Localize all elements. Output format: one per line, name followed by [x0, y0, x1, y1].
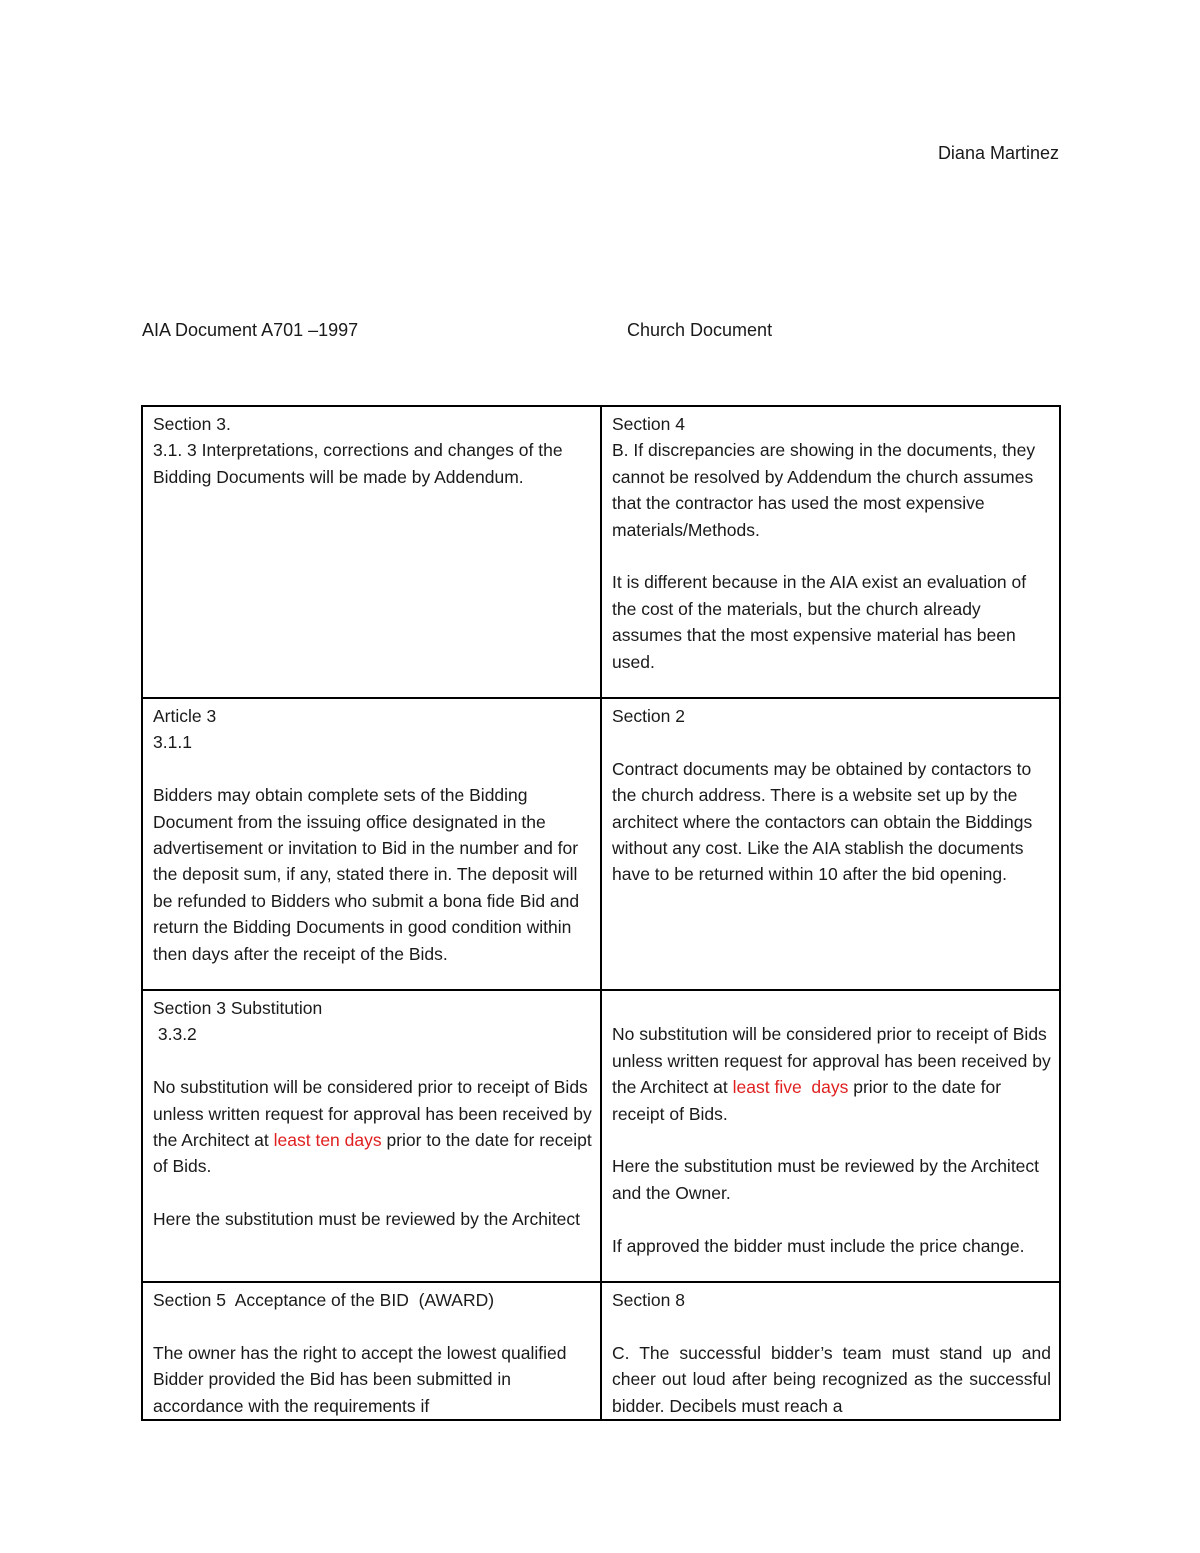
- table-row: [142, 406, 1060, 698]
- section-title: Section 8: [612, 1290, 685, 1310]
- aia-cell: [142, 406, 601, 698]
- section-text: Bidders may obtain complete sets of the Bidding Document from the issuing office designated in the advertisement or invitation to Bid in the number and for the deposit sum, if any, stated there in. The deposit will be refunded to Bidders who submit a bona fide Bid and return the Bidding Documents in good condition within then days after the receipt of the Bids.: [153, 785, 580, 964]
- aia-cell: [142, 990, 601, 1282]
- aia-cell: [142, 1282, 601, 1420]
- section-text: B. If discrepancies are showing in the documents, they cannot be resolved by Addendum the church assumes that the contractor has used the most expensive materials/Methods.: [612, 440, 1036, 540]
- author-name: Diana Martinez: [937, 143, 1059, 163]
- section-text: No substitution will be considered prior to receipt of Bids unless written request for approval has been received by the Architect at least ten days prior to the date for receipt of Bids.: [153, 1077, 592, 1177]
- section-title: Section 3 Substitution: [153, 998, 323, 1018]
- highlighted-term: least five days: [732, 1077, 849, 1098]
- church-cell: [601, 1282, 1060, 1420]
- section-text: The owner has the right to accept the lowest qualified Bidder provided the Bid has been submitted in accordance with the requirements if: [153, 1342, 567, 1416]
- church-cell: [601, 406, 1060, 698]
- column-header-aia: AIA Document A701 –1997: [142, 320, 359, 340]
- column-header-church: Church Document: [627, 320, 773, 340]
- section-title: Section 5 Acceptance of the BID (AWARD): [153, 1290, 495, 1310]
- highlighted-term: least ten days: [273, 1130, 382, 1151]
- comparison-table: [141, 405, 1061, 1421]
- section-number: 3.3.2: [153, 1024, 197, 1045]
- section-text: C. The successful bidder’s team must stand up and cheer out loud after being recognized as the successful bidder. Decibels must reach a: [612, 1342, 1051, 1416]
- section-number: 3.1.1: [153, 732, 192, 753]
- comparison-note: If approved the bidder must include the price change.: [612, 1235, 1025, 1256]
- section-text: No substitution will be considered prior to receipt of Bids unless written request for approval has been received by the Architect at least five days prior to the date for receipt of Bids.: [612, 1024, 1051, 1124]
- table-row: [142, 990, 1060, 1282]
- section-text: 3.1. 3 Interpretations, corrections and changes of the Bidding Documents will be made by Addendum.: [153, 440, 563, 487]
- table-row: [142, 1282, 1060, 1420]
- church-cell: [601, 698, 1060, 990]
- comparison-note: Here the substitution must be reviewed by the Architect and the Owner.: [612, 1156, 1040, 1203]
- section-title: Section 4: [612, 414, 685, 434]
- section-title: Article 3: [153, 706, 217, 726]
- table-row: [142, 698, 1060, 990]
- section-text: Contract documents may be obtained by contactors to the church address. There is a website set up by the architect where the contactors can obtain the Biddings without any cost. Like the AIA stablish the documents have to be returned within 10 after the bid opening.: [612, 758, 1033, 885]
- aia-cell: [142, 698, 601, 990]
- comparison-note: It is different because in the AIA exist an evaluation of the cost of the materials, but the church already assumes that the most expensive material has been used.: [612, 572, 1027, 672]
- comparison-note: Here the substitution must be reviewed by the Architect: [153, 1209, 581, 1230]
- section-title: Section 3.: [153, 414, 231, 434]
- church-cell: [601, 990, 1060, 1282]
- section-title: Section 2: [612, 706, 685, 726]
